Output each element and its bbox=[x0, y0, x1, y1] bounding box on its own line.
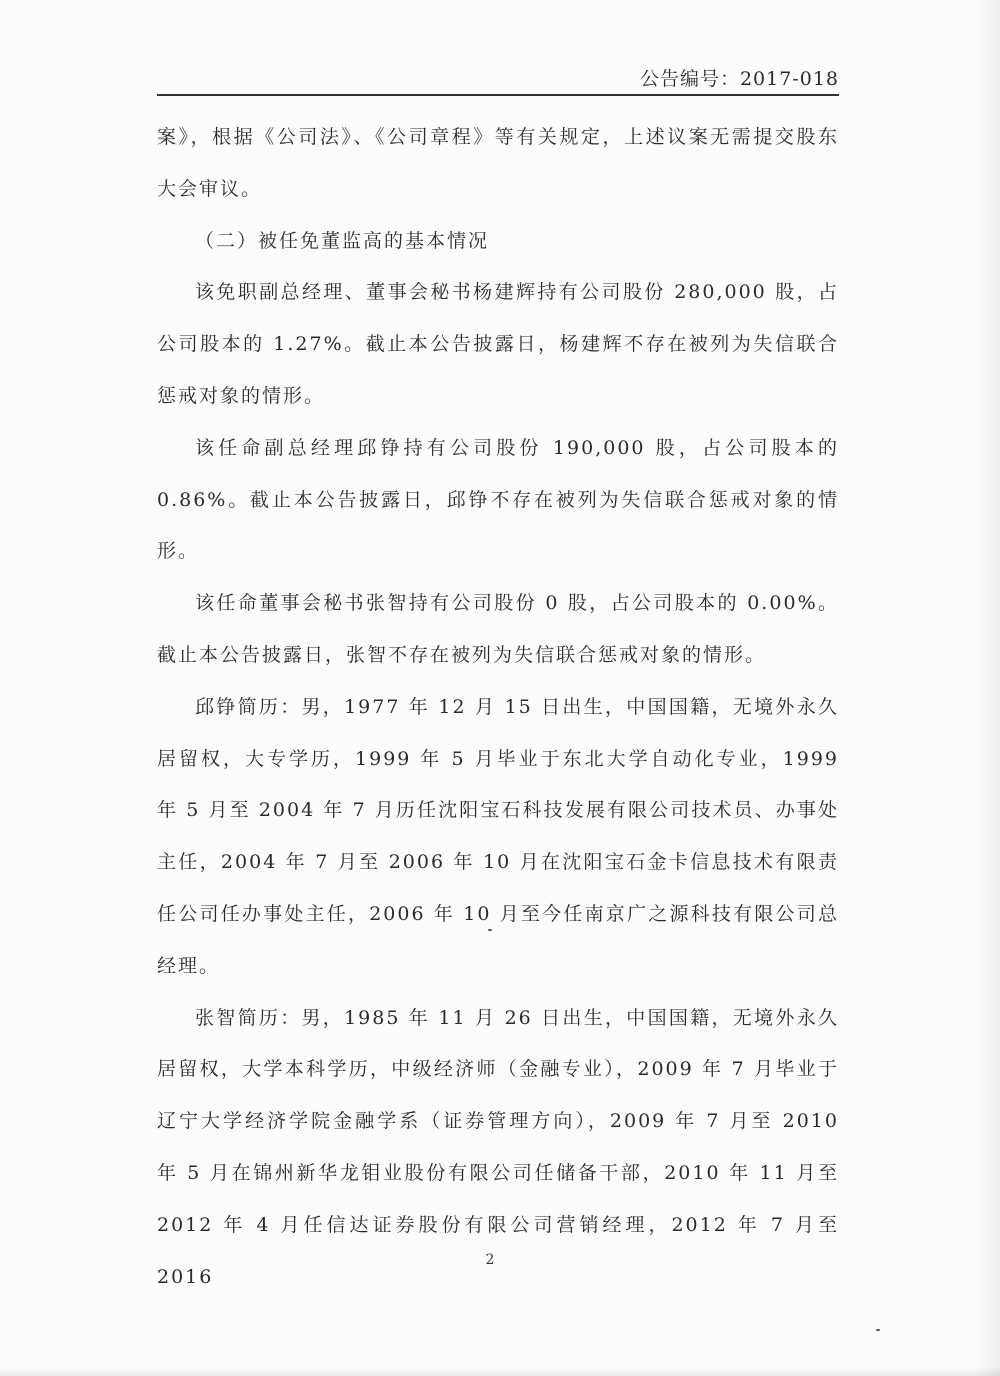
paragraph-appointed-deputy-gm: 该任命副总经理邱铮持有公司股份 190,000 股，占公司股本的 0.86%。截止本公告披露日，邱铮不存在被列为失信联合惩戒对象的情形。 bbox=[157, 436, 839, 563]
paragraph-continuation: 案》，根据《公司法》、《公司章程》等有关规定，上述议案无需提交股东大会审议。 bbox=[157, 126, 839, 200]
document-body bbox=[157, 112, 839, 1303]
section-heading: （二）被任免董监高的基本情况 bbox=[195, 229, 490, 252]
announcement-code: 公告编号：2017-018 bbox=[639, 68, 839, 90]
scan-speck bbox=[488, 929, 492, 931]
paragraph-resume-qiu-zheng: 邱铮简历：男，1977 年 12 月 15 日出生，中国国籍，无境外永久居留权，大专学历，1999 年 5 月毕业于东北大学自动化专业，1999 年 5 月至 2004 年 7 月历任沈阳宝石科技发展有限公司技术员、办事处主任，2004 年 7 月至 2006 年 10 月在沈阳宝石金卡信息技术有限责任公司任办事处主任，2006 年 10 月至今任南京广之源科技有限公司总经理。 bbox=[157, 695, 839, 977]
paragraph-removed-officer: 该免职副总经理、董事会秘书杨建辉持有公司股份 280,000 股，占公司股本的 1.27%。截止本公告披露日，杨建辉不存在被列为失信联合惩戒对象的情形。 bbox=[157, 281, 839, 407]
paragraph-resume-zhang-zhi: 张智简历：男，1985 年 11 月 26 日出生，中国国籍，无境外永久居留权，大学本科学历，中级经济师（金融专业），2009 年 7 月毕业于辽宁大学经济学院金融学系（证券管理方向），2009 年 7 月至 2010 年 5 月在锦州新华龙钼业股份有限公司任储备干部，2010 年 11 月至 2012 年 4 月任信达证券股份有限公司营销经理，2012 年 7 月至 2016 bbox=[157, 1006, 839, 1288]
scan-shadow-right bbox=[976, 0, 1000, 1376]
page-header bbox=[157, 60, 839, 96]
scan-speck bbox=[876, 1329, 880, 1331]
page-number: 2 bbox=[485, 1252, 495, 1268]
paragraph-appointed-secretary: 该任命董事会秘书张智持有公司股份 0 股，占公司股本的 0.00%。截止本公告披露日，张智不存在被列为失信联合惩戒对象的情形。 bbox=[157, 592, 839, 666]
scan-shadow-bottom bbox=[0, 1366, 1000, 1376]
